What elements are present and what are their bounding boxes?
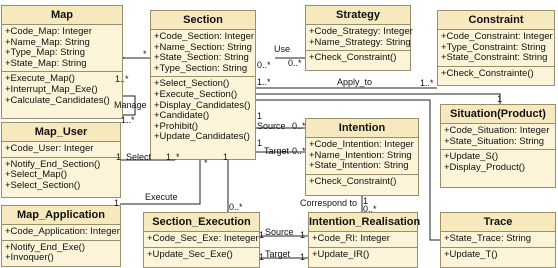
- multiplicity: 1..*: [420, 78, 434, 88]
- operation: +Update_S(): [444, 151, 499, 163]
- operations: [144, 248, 259, 263]
- operations: [151, 77, 255, 145]
- operation: +Invoquer(): [5, 252, 54, 264]
- class-title: Section_Execution: [144, 213, 259, 232]
- attribute: +Code_Map: Integer: [5, 26, 92, 37]
- attributes: [151, 30, 255, 77]
- multiplicity: 1: [257, 138, 263, 148]
- attribute: +Code_Intention: Integer: [309, 139, 414, 150]
- class-map-user[interactable]: [1, 122, 121, 198]
- label-select: Select: [126, 152, 152, 162]
- multiplicity: 1: [259, 230, 265, 240]
- attribute: +State_Section: String: [154, 52, 249, 64]
- operation: +Check_Constraint(): [309, 52, 397, 64]
- operation: +Update_Candidates(): [154, 131, 250, 143]
- multiplicity: 1: [223, 152, 229, 162]
- class-title: Section: [151, 11, 255, 30]
- operation: +Execute_Section(): [154, 88, 238, 100]
- multiplicity: 1: [116, 152, 122, 162]
- attribute: +State_Map: String: [5, 57, 87, 69]
- multiplicity: 1: [300, 252, 306, 262]
- operations: [438, 67, 554, 82]
- class-constraint[interactable]: [437, 10, 555, 86]
- operations: [306, 51, 410, 66]
- class-map-application[interactable]: [1, 205, 121, 267]
- operation: +Interrupt_Map_Exe(): [5, 83, 98, 95]
- attributes: [144, 232, 259, 248]
- attribute: +Code_RI: Integer: [312, 233, 390, 244]
- class-title: Map: [2, 6, 122, 25]
- class-trace[interactable]: [440, 212, 556, 268]
- attribute: +Name_Intention: String: [309, 149, 412, 161]
- operation: +Check_Constrainte(): [441, 67, 534, 79]
- attribute: +Code_Application: Integer: [5, 226, 120, 237]
- operations: [441, 150, 555, 175]
- class-title: Intention: [306, 119, 418, 138]
- multiplicity: 1: [363, 196, 369, 206]
- label-target: Target: [265, 249, 291, 259]
- multiplicity: 1: [497, 94, 503, 104]
- attributes: [309, 232, 417, 248]
- multiplicity: 1..*: [166, 152, 180, 162]
- multiplicity: 0..*: [363, 204, 377, 214]
- class-title: Trace: [441, 213, 555, 232]
- operation: +Candidate(): [154, 110, 210, 122]
- operations: [2, 158, 120, 194]
- attributes: [438, 30, 554, 67]
- attribute: +Type_Map: String: [5, 47, 86, 59]
- label-target: Target: [264, 146, 290, 156]
- class-section-execution[interactable]: [143, 212, 260, 268]
- class-title: Intention_Realisation: [309, 213, 417, 232]
- operation: +Check_Constraint(): [309, 175, 397, 187]
- attribute: +Code_Strategy: Integer: [309, 26, 413, 37]
- class-intention-realisation[interactable]: [308, 212, 421, 268]
- attributes: [2, 225, 120, 241]
- class-title: Map_Application: [2, 206, 120, 225]
- attributes: [441, 124, 555, 150]
- operation: +Update_Sec_Exe(): [147, 248, 233, 260]
- class-title: Situation(Product): [441, 105, 555, 124]
- operation: +Select_Section(): [154, 78, 230, 90]
- label-source: Source: [265, 227, 294, 237]
- attribute: +Name_Section: String: [154, 41, 252, 53]
- multiplicity: 1: [257, 111, 263, 121]
- operation: +Execute_Map(): [5, 73, 75, 85]
- operation: +Prohibit(): [154, 120, 199, 132]
- class-situation[interactable]: [440, 104, 556, 188]
- operation: +Update_T(): [444, 248, 498, 260]
- multiplicity: 1..*: [257, 77, 271, 87]
- operation: +Display_Candidates(): [154, 99, 251, 111]
- class-intention[interactable]: [305, 118, 419, 196]
- multiplicity: *: [204, 158, 208, 168]
- multiplicity: 0..*: [257, 60, 271, 70]
- operation: +Display_Product(): [444, 161, 526, 173]
- attributes: [441, 232, 555, 248]
- operations: [2, 72, 122, 108]
- class-title: Map_User: [2, 123, 120, 142]
- multiplicity: 0..*: [288, 58, 302, 68]
- multiplicity: 0..*: [229, 202, 243, 212]
- attributes: [2, 25, 122, 72]
- multiplicity: 1..*: [115, 74, 129, 84]
- attributes: [306, 138, 418, 175]
- operation: +Calculate_Candidates(): [5, 94, 110, 106]
- class-strategy[interactable]: [305, 5, 411, 71]
- operations: [2, 241, 120, 266]
- attribute: +State_Intention: String: [309, 160, 409, 172]
- label-use: Use: [274, 44, 291, 54]
- attributes: [306, 25, 413, 51]
- class-map[interactable]: [1, 5, 123, 119]
- attribute: +Name_Strategy: String: [309, 36, 411, 48]
- attribute: +Type_Section: String: [154, 62, 248, 74]
- operations: [306, 175, 418, 190]
- operation: +Update_IR(): [312, 248, 370, 260]
- multiplicity: *: [143, 49, 147, 59]
- operation: +Select_Map(): [5, 169, 68, 181]
- attribute: +Type_Constraint: String: [441, 41, 546, 53]
- multiplicity: 0..*: [292, 146, 306, 156]
- attribute: +State_Situation: String: [444, 135, 545, 147]
- attribute: +Code_Constraint: Integer: [441, 31, 553, 42]
- label-source: Source: [257, 121, 286, 131]
- attribute: +State_Constraint: String: [441, 52, 548, 64]
- multiplicity: 1: [300, 230, 306, 240]
- operations: [441, 248, 555, 263]
- attribute: +State_Trace: String: [444, 233, 532, 244]
- multiplicity: 0..*: [292, 121, 306, 131]
- label-correspond-to: Correspond to: [300, 198, 358, 208]
- multiplicity: 1: [259, 252, 265, 262]
- attribute: +Code_User: Integer: [5, 143, 94, 154]
- situation-link: [256, 94, 503, 104]
- attribute: +Code_Sec_Exe: Ineteger: [147, 233, 259, 244]
- class-title: Strategy: [306, 6, 410, 25]
- operation: +Select_Section(): [5, 179, 81, 191]
- multiplicity: 1..*: [121, 115, 135, 125]
- label-apply-to: Apply_to: [337, 77, 373, 87]
- operation: +Notify_End_Section(): [5, 158, 101, 170]
- operations: [309, 248, 417, 263]
- attribute: +Code_Situation: Integer: [444, 125, 550, 136]
- label-manage: Manage: [114, 100, 147, 110]
- attribute: +Code_Section: Integer: [154, 31, 255, 42]
- attribute: +Name_Map: String: [5, 36, 90, 48]
- attributes: [2, 142, 120, 158]
- label-execute: Execute: [145, 192, 178, 202]
- class-title: Constraint: [438, 11, 554, 30]
- multiplicity: 1: [114, 198, 120, 208]
- class-section[interactable]: [150, 10, 256, 160]
- operation: +Notify_End_Exe(): [5, 241, 85, 253]
